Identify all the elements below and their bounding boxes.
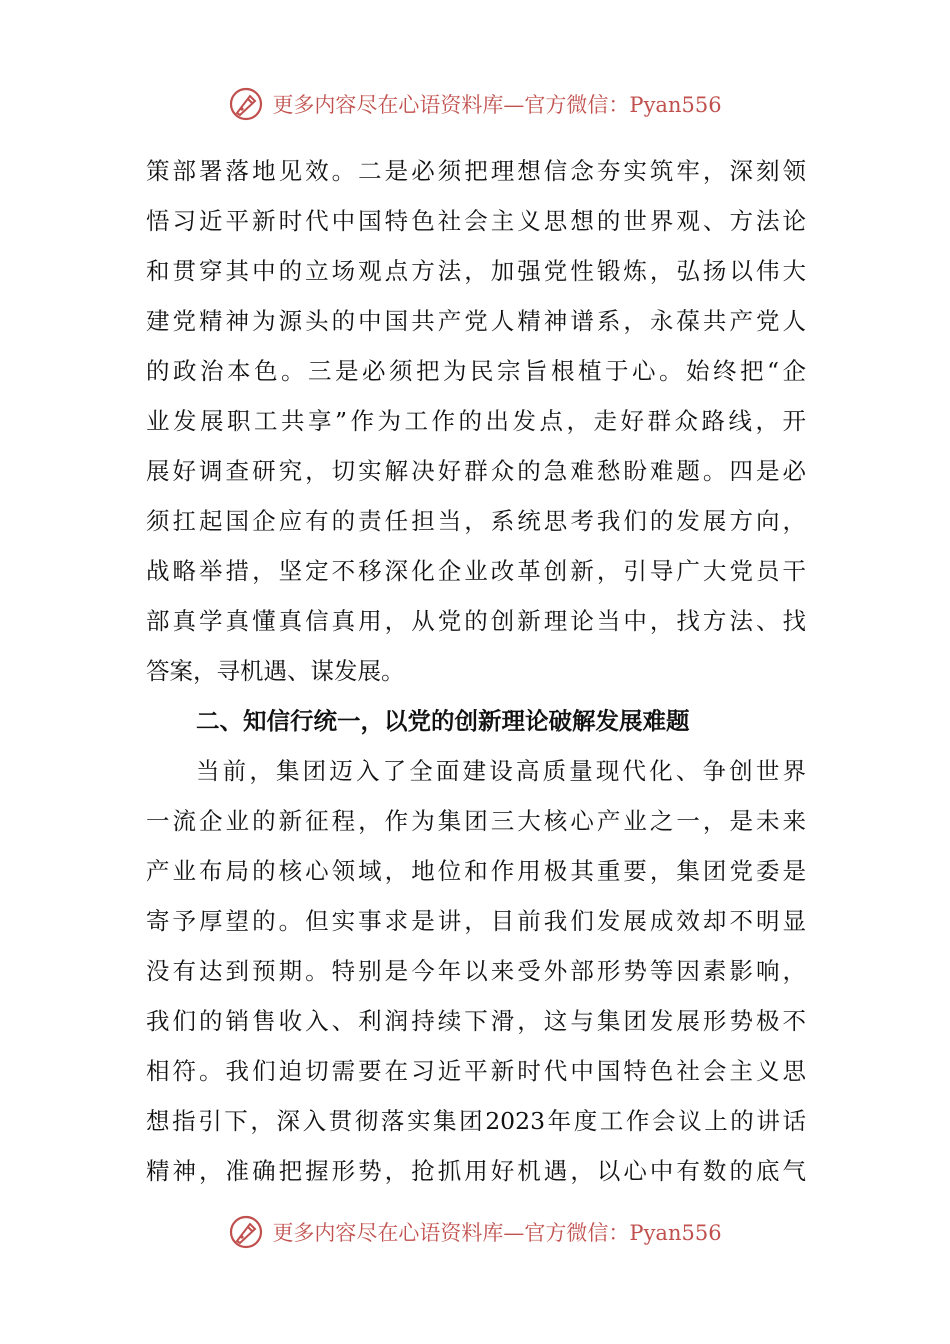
paragraph-line: 精神，准确把握形势，抢抓用好机遇，以心中有数的底气 [146,1157,806,1185]
paragraph-line: 我们的销售收入、利润持续下滑，这与集团发展形势极不 [146,1007,806,1035]
paragraph-line: 当前，集团迈入了全面建设高质量现代化、争创世界 [196,757,806,785]
watermark-banner-bottom [0,1212,950,1252]
watermark-banner-top [0,84,950,124]
paragraph-line: 悟习近平新时代中国特色社会主义思想的世界观、方法论 [146,207,806,235]
section-heading: 二、知信行统一，以党的创新理论破解发展难题 [196,707,690,735]
paragraph-line: 部真学真懂真信真用，从党的创新理论当中，找方法、找 [146,607,806,635]
paragraph-line: 一流企业的新征程，作为集团三大核心产业之一，是未来 [146,807,806,835]
paragraph-line: 和贯穿其中的立场观点方法，加强党性锻炼，弘扬以伟大 [146,257,806,285]
paragraph-line: 想指引下，深入贯彻落实集团2023年度工作会议上的讲话 [146,1107,806,1135]
paragraph-line: 业发展职工共享”作为工作的出发点，走好群众路线，开 [146,407,806,435]
watermark-text-bottom: 更多内容尽在心语资料库—官方微信：Pyan556 [272,1221,722,1245]
paragraph-line: 相符。我们迫切需要在习近平新时代中国特色社会主义思 [146,1057,806,1085]
paragraph-line: 战略举措，坚定不移深化企业改革创新，引导广大党员干 [146,557,806,585]
pen-nib-logo-icon [228,86,264,122]
paragraph-line: 策部署落地见效。二是必须把理想信念夯实筑牢，深刻领 [146,157,806,185]
document-body [146,146,806,1196]
watermark-text-top: 更多内容尽在心语资料库—官方微信：Pyan556 [272,93,722,117]
paragraph-line: 须扛起国企应有的责任担当，系统思考我们的发展方向， [146,507,806,535]
paragraph-line: 没有达到预期。特别是今年以来受外部形势等因素影响， [146,957,806,985]
paragraph-line: 的政治本色。三是必须把为民宗旨根植于心。始终把“企 [146,357,806,385]
paragraph-line: 建党精神为源头的中国共产党人精神谱系，永葆共产党人 [146,307,806,335]
pen-nib-logo-icon [228,1214,264,1250]
paragraph-line: 产业布局的核心领域，地位和作用极其重要，集团党委是 [146,857,806,885]
paragraph-line: 答案，寻机遇、谋发展。 [146,657,405,685]
paragraph-line: 展好调查研究，切实解决好群众的急难愁盼难题。四是必 [146,457,806,485]
paragraph-line: 寄予厚望的。但实事求是讲，目前我们发展成效却不明显 [146,907,806,935]
